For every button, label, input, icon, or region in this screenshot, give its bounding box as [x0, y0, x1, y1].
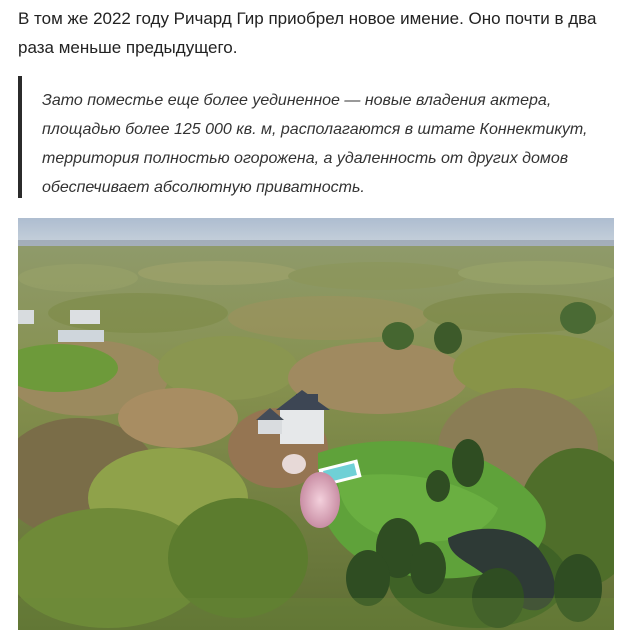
- quote-text: Зато поместье еще более уединенное — новые владения актера, площадью более 125 000 кв. м, располагаются в штате Коннектикут, территория полностью огорожена, а удаленность от других домов обеспечивает абсолютную приватность.: [42, 92, 588, 196]
- blockquote: [18, 76, 618, 198]
- estate-photo: [18, 218, 614, 630]
- estate-photo-illustration: [18, 218, 614, 630]
- article-paragraph: В том же 2022 году Ричард Гир приобрел новое имение. Оно почти в два раза меньше предыдущего.: [18, 9, 597, 57]
